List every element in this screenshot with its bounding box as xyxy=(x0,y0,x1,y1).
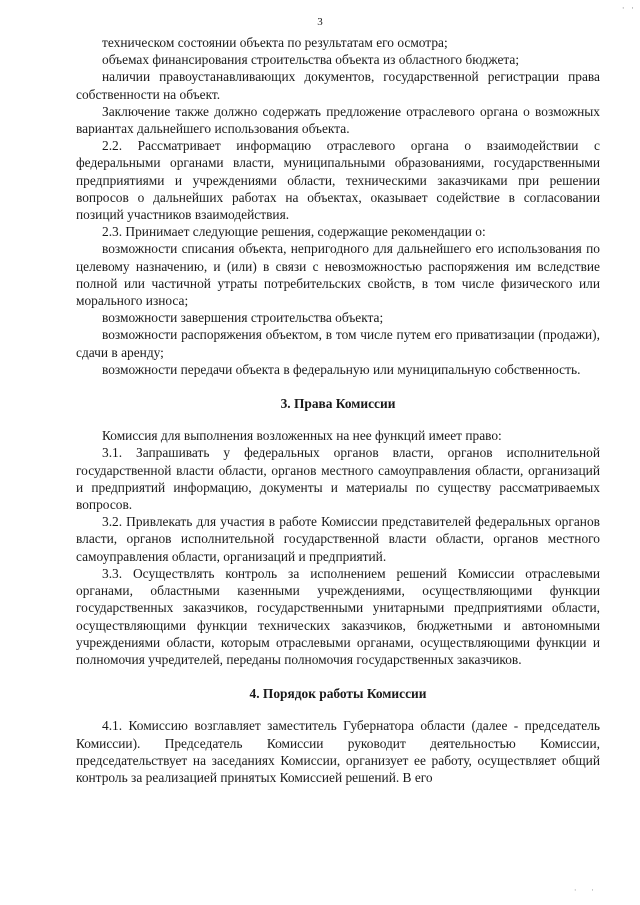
paragraph: 3.1. Запрашивать у федеральных органов власти, органов исполнительной государственной власти области, органов местного самоуправления области, организаций и предприятий информацию, документы и материалы по существу рассматриваемых вопросов. xyxy=(76,445,600,513)
paragraph: наличии правоустанавливающих документов, государственной регистрации права собственности на объект. xyxy=(76,69,600,102)
paragraph: техническом состоянии объекта по результатам его осмотра; xyxy=(102,35,448,50)
paragraph: Заключение также должно содержать предложение отраслевого органа о возможных вариантах дальнейшего использования объекта. xyxy=(76,103,600,137)
paragraph: возможности передачи объекта в федеральную или муниципальную собственность. xyxy=(102,361,581,377)
spacer xyxy=(76,668,600,685)
paragraph: 3.3. Осуществлять контроль за исполнением решений Комиссии отраслевыми органами, областными казенными учреждениями, осуществляющими функции государственных заказчиков, государственными унитарными предприятиями области, осуществляющими функции технических заказчиков, бюджетными и автономными учреждениями области, которым отраслевыми органами, осуществляющими функции и полномочия учредителей, переданы полномочия государственных заказчиков. xyxy=(76,565,600,667)
paragraph: 2.3. Принимает следующие решения, содержащие рекомендации о: xyxy=(102,224,486,240)
paragraph: возможности распоряжения объектом, в том числе путем его приватизации (продажи), сдачи в аренду; xyxy=(76,327,600,360)
paragraph: Комиссия для выполнения возложенных на нее функций имеет право: xyxy=(102,428,502,444)
spacer xyxy=(76,412,600,427)
scan-foot-mark: · · xyxy=(573,884,600,895)
section-heading-rights: 3. Права Комиссии xyxy=(280,396,396,412)
paragraph: 3.2. Привлекать для участия в работе Комиссии представителей федеральных органов власти, органов исполнительной государственной власти области, органов местного самоуправления области, организаций и предприятий. xyxy=(76,514,600,564)
page-number: 3 xyxy=(317,16,323,28)
paragraph: возможности списания объекта, непригодного для дальнейшего его использования по целевому назначению, и (или) в связи с невозможностью распоряжения им вследствие полной или частичной утраты потребительских свойств, в том числе физического или морального износа; xyxy=(76,241,600,309)
paragraph: 4.1. Комиссию возглавляет заместитель Губернатора области (далее - председатель Комиссии). Председатель Комиссии руководит деятельностью Комиссии, председательствует на заседаниях Комиссии, организует ее работу, осуществляет общий контроль за реализацией принятых Комиссией решений. В его xyxy=(76,718,600,785)
document-body xyxy=(76,34,600,786)
paragraph: возможности завершения строительства объекта; xyxy=(102,310,384,326)
spacer xyxy=(76,378,600,395)
spacer xyxy=(76,702,600,717)
section-heading-procedure: 4. Порядок работы Комиссии xyxy=(249,686,427,702)
paragraph: объемах финансирования строительства объекта из областного бюджета; xyxy=(102,52,520,68)
paragraph: 2.2. Рассматривает информацию отраслевого органа о взаимодействии с федеральными органами власти, муниципальными образованиями, государственными предприятиями и учреждениями области, техническими заказчиками при решении вопросов о дальнейших работах на объектах, оказывает содействие в согласовании позиций участников взаимодействия. xyxy=(76,138,600,223)
scan-corner-mark: · · xyxy=(621,3,636,13)
